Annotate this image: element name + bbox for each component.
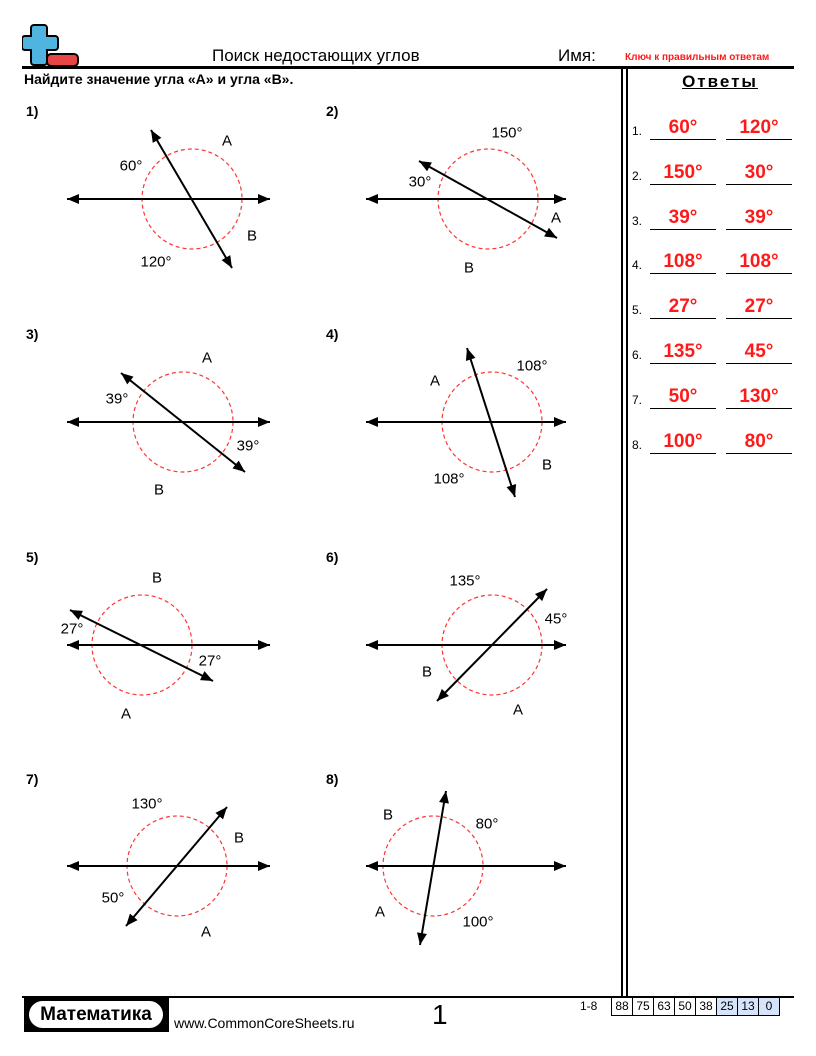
answer-b-field[interactable]: 80° xyxy=(726,431,792,454)
angle-value-label: 39° xyxy=(105,390,129,408)
angle-b-label: B xyxy=(463,259,475,277)
problem-number: 1) xyxy=(26,103,39,119)
score-cell: 25 xyxy=(716,997,738,1016)
score-cell: 75 xyxy=(632,997,654,1016)
score-cell: 38 xyxy=(695,997,717,1016)
problem-5 xyxy=(26,549,316,759)
instructions: Найдите значение угла «A» и угла «B». xyxy=(24,71,294,87)
angle-value-label: 27° xyxy=(198,652,222,670)
angle-value-label: 108° xyxy=(516,357,548,375)
answer-a-field[interactable]: 150° xyxy=(650,162,716,185)
angle-a-label: A xyxy=(200,923,212,941)
angle-value-label: 108° xyxy=(433,470,465,488)
angle-diagram xyxy=(26,326,316,536)
angle-b-label: B xyxy=(233,829,245,847)
answer-number: 4. xyxy=(632,258,643,273)
answer-a-field[interactable]: 39° xyxy=(650,207,716,230)
answer-number: 1. xyxy=(632,124,643,138)
answer-b-field[interactable]: 108° xyxy=(726,251,792,274)
answer-number: 7. xyxy=(632,392,643,407)
problem-number: 8) xyxy=(326,771,339,787)
score-table xyxy=(612,997,780,1016)
angle-value-label: 50° xyxy=(101,889,125,907)
answer-b-field[interactable]: 30° xyxy=(726,162,792,185)
plus-minus-logo-icon xyxy=(22,24,80,68)
answer-row xyxy=(632,373,802,409)
problem-number: 3) xyxy=(26,326,39,342)
problem-7 xyxy=(26,771,316,981)
angle-value-label: 27° xyxy=(60,620,84,638)
answer-number: 2. xyxy=(632,168,643,183)
angle-value-label: 30° xyxy=(408,173,432,191)
problem-number: 2) xyxy=(326,103,339,119)
answer-a-field[interactable]: 27° xyxy=(650,296,716,319)
angle-b-label: B xyxy=(246,227,258,245)
angle-a-label: A xyxy=(550,209,562,227)
angle-a-label: A xyxy=(374,903,386,921)
angle-diagram xyxy=(26,549,316,759)
answer-row xyxy=(632,149,802,185)
angle-value-label: 100° xyxy=(462,913,494,931)
problem-4 xyxy=(326,326,616,536)
problem-6 xyxy=(326,549,616,759)
problem-2 xyxy=(326,103,616,313)
header-divider xyxy=(22,66,794,69)
answers-title: Ответы xyxy=(682,72,758,91)
problem-8 xyxy=(326,771,616,981)
answer-number: 6. xyxy=(632,348,643,362)
answer-number: 3. xyxy=(632,213,643,228)
score-cell: 63 xyxy=(653,997,675,1016)
angle-value-label: 120° xyxy=(140,253,172,271)
angle-a-label: A xyxy=(429,372,441,390)
angle-b-label: B xyxy=(153,481,165,499)
angle-b-label: B xyxy=(151,569,163,587)
score-cell: 0 xyxy=(758,997,780,1016)
angle-diagram xyxy=(26,771,316,981)
page-number: 1 xyxy=(432,999,448,1030)
angle-a-label: A xyxy=(512,701,524,719)
angle-diagram xyxy=(326,326,616,536)
angle-a-label: A xyxy=(201,349,213,367)
angle-value-label: 45° xyxy=(544,610,568,628)
answer-row xyxy=(632,104,802,140)
answer-a-field[interactable]: 50° xyxy=(650,386,716,409)
score-range-label: 1-8 xyxy=(580,999,598,1013)
angle-diagram xyxy=(26,103,316,313)
answer-column-divider xyxy=(621,69,623,997)
worksheet-title: Поиск недостающих углов xyxy=(212,46,420,65)
name-label: Имя: xyxy=(558,46,596,65)
answer-b-field[interactable]: 45° xyxy=(726,341,792,364)
score-cell: 13 xyxy=(737,997,759,1016)
answer-b-field[interactable]: 130° xyxy=(726,386,792,409)
score-cell: 88 xyxy=(611,997,633,1016)
answer-b-field[interactable]: 39° xyxy=(726,207,792,230)
answer-row xyxy=(632,328,802,364)
answer-number: 8. xyxy=(632,437,643,452)
answer-a-field[interactable]: 100° xyxy=(650,431,716,454)
answer-column-divider xyxy=(626,69,628,997)
problem-number: 4) xyxy=(326,326,339,342)
answer-a-field[interactable]: 135° xyxy=(650,341,716,364)
angle-b-label: B xyxy=(541,456,553,474)
answer-a-field[interactable]: 60° xyxy=(650,117,716,140)
problem-1 xyxy=(26,103,316,313)
angle-value-label: 135° xyxy=(449,572,481,590)
angle-b-label: B xyxy=(382,806,394,824)
angle-value-label: 39° xyxy=(236,437,260,455)
problem-number: 6) xyxy=(326,549,339,565)
angle-value-label: 60° xyxy=(119,157,143,175)
answer-b-field[interactable]: 120° xyxy=(726,117,792,140)
answer-row xyxy=(632,238,802,274)
problem-number: 7) xyxy=(26,771,39,787)
score-cell: 50 xyxy=(674,997,696,1016)
angle-diagram xyxy=(326,103,616,313)
problem-number: 5) xyxy=(26,549,39,565)
angle-a-label: A xyxy=(221,132,233,150)
site-link[interactable]: www.CommonCoreSheets.ru xyxy=(174,1015,355,1031)
angle-b-label: B xyxy=(421,663,433,681)
answer-number: 5. xyxy=(632,303,643,318)
answer-b-field[interactable]: 27° xyxy=(726,296,792,319)
angle-diagram xyxy=(326,771,616,981)
answer-row xyxy=(632,194,802,230)
answer-row xyxy=(632,283,802,319)
answer-a-field[interactable]: 108° xyxy=(650,251,716,274)
brand-label: Математика xyxy=(29,1001,163,1028)
angle-a-label: A xyxy=(120,705,132,723)
problem-3 xyxy=(26,326,316,536)
answer-key-label: Ключ к правильным ответам xyxy=(625,52,770,63)
angle-value-label: 80° xyxy=(475,815,499,833)
answer-row xyxy=(632,418,802,454)
angle-value-label: 150° xyxy=(491,124,523,142)
angle-value-label: 130° xyxy=(131,795,163,813)
